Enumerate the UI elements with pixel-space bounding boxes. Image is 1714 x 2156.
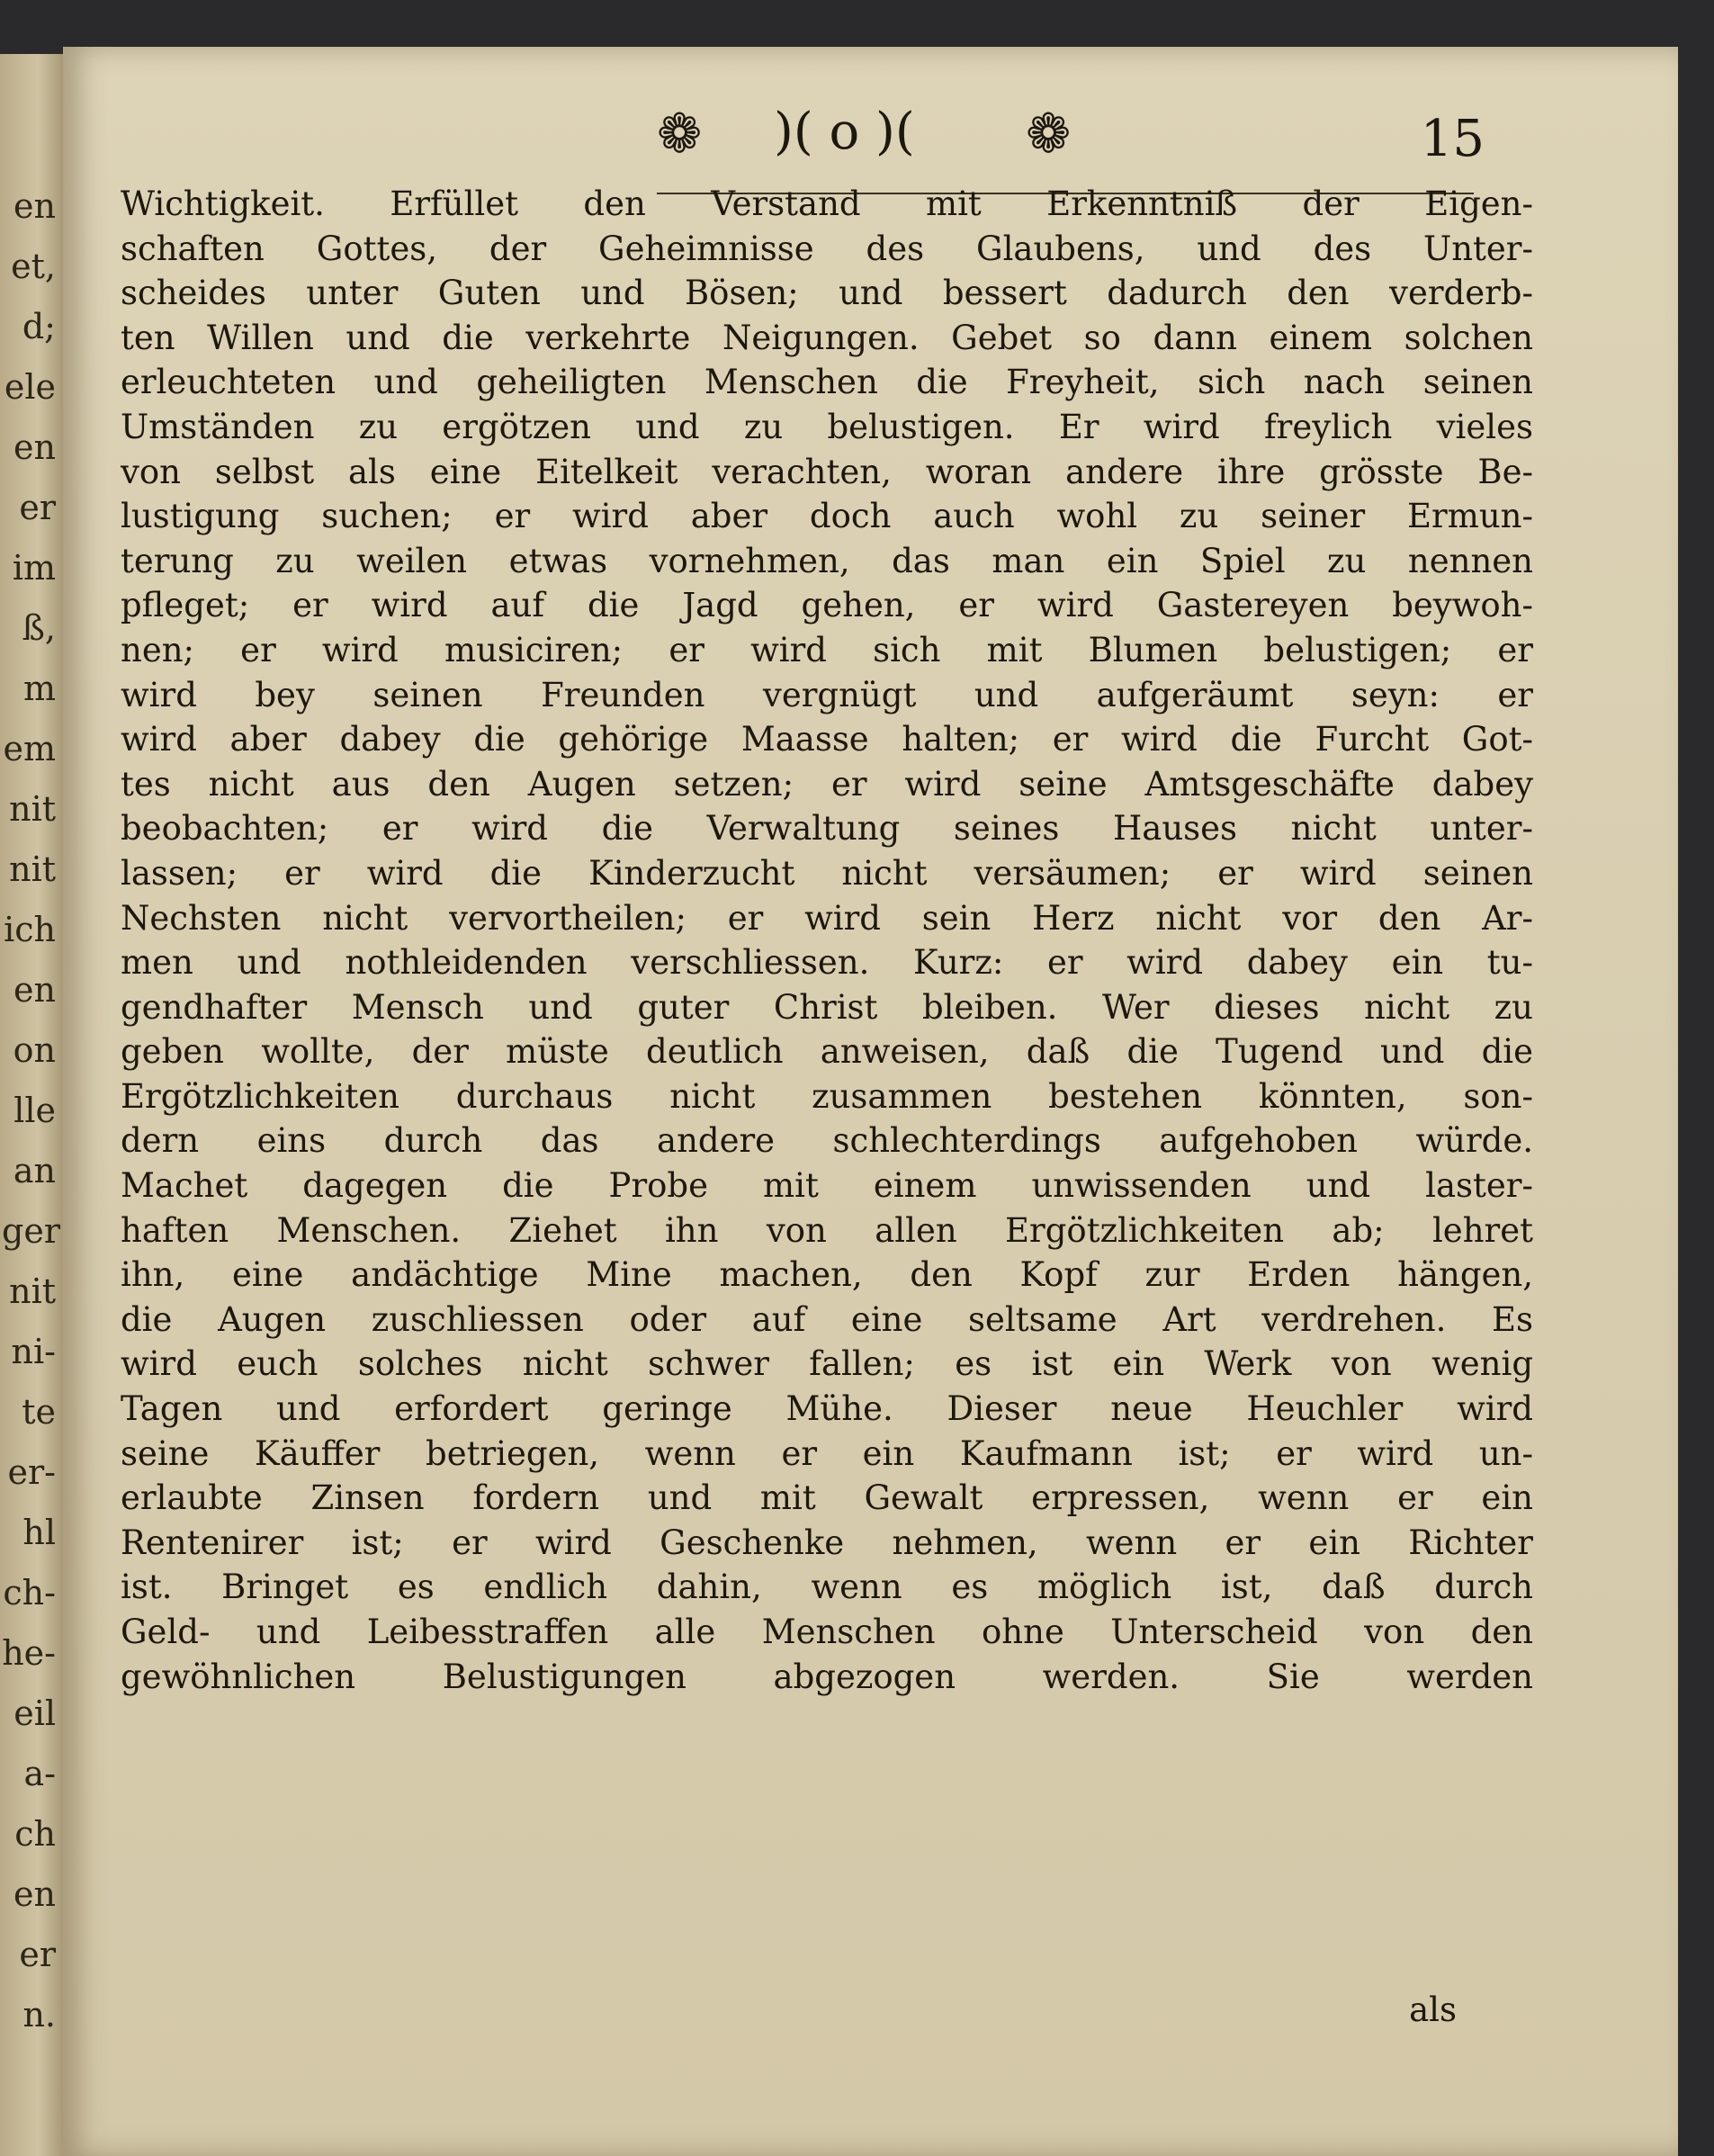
text-line: wird bey seinen Freunden vergnügt und aufgeräumt seyn: er <box>121 675 1533 714</box>
text-line: ist. Bringet es endlich dahin, wenn es möglich ist, daß durch <box>121 1568 1533 1607</box>
text-line: dern eins durch das andere schlechterdings aufgehoben würde. <box>121 1121 1533 1161</box>
text-line: terung zu weilen etwas vornehmen, das man ein Spiel zu nennen <box>121 541 1533 580</box>
text-line: wird euch solches nicht schwer fallen; es ist ein Werk von wenig <box>121 1344 1533 1384</box>
flower-ornament-icon: ❁ <box>657 103 703 166</box>
text-line: Umständen zu ergötzen und zu belustigen. Er wird freylich vieles <box>121 407 1533 446</box>
left-page-fragment: em <box>3 729 56 768</box>
text-line: Tagen und erfordert geringe Mühe. Dieser neue Heuchler wird <box>121 1389 1533 1429</box>
left-page-fragment: et, <box>11 247 56 286</box>
text-line: seine Käuffer betriegen, wenn er ein Kaufmann ist; er wird un- <box>121 1433 1533 1473</box>
left-page-fragment: n. <box>22 1995 56 2035</box>
page-header <box>603 103 1485 184</box>
text-line: pfleget; er wird auf die Jagd gehen, er wird Gastereyen beywoh- <box>121 586 1533 625</box>
left-page-fragment: ch <box>14 1814 56 1854</box>
book-page <box>63 47 1678 2156</box>
text-line: scheides unter Guten und Bösen; und bessert dadurch den verderb- <box>121 274 1533 313</box>
text-line: Nechsten nicht vervortheilen; er wird sein Herz nicht vor den Ar- <box>121 898 1533 938</box>
text-line: ihn, eine andächtige Mine machen, den Kopf zur Erden hängen, <box>121 1255 1533 1295</box>
text-line: Rentenirer ist; er wird Geschenke nehmen, wenn er ein Richter <box>121 1523 1533 1562</box>
catchword: als <box>1409 1990 1457 2029</box>
text-line: schaften Gottes, der Geheimnisse des Glaubens, und des Unter- <box>121 229 1533 268</box>
header-ornament: )( o )( <box>774 103 915 161</box>
left-page-fragment: a- <box>23 1754 56 1793</box>
left-page-fragment: en <box>13 186 56 226</box>
text-line: geben wollte, der müste deutlich anweisen, daß die Tugend und die <box>121 1032 1533 1072</box>
left-page-fragment: eil <box>13 1693 56 1733</box>
left-page-fragment: en <box>13 1874 56 1914</box>
left-page-fragment: ele <box>4 367 56 407</box>
text-line: von selbst als eine Eitelkeit verachten, woran andere ihre grösste Be- <box>121 452 1533 491</box>
flower-ornament-icon: ❁ <box>1026 103 1072 166</box>
text-line: Ergötzlichkeiten durchaus nicht zusammen bestehen könnten, son- <box>121 1076 1533 1116</box>
text-line: Machet dagegen die Probe mit einem unwissenden und laster- <box>121 1166 1533 1206</box>
text-line: gewöhnlichen Belustigungen abgezogen werden. Sie werden <box>121 1657 1533 1696</box>
left-page-fragment: en <box>13 970 56 1010</box>
left-page-fragment: ni- <box>11 1332 56 1371</box>
left-page-fragment: te <box>22 1392 56 1432</box>
text-line: beobachten; er wird die Verwaltung seines Hauses nicht unter- <box>121 809 1533 849</box>
left-page-fragment: ß, <box>22 608 56 648</box>
left-page-fragment: on <box>13 1030 56 1070</box>
left-page-fragment: er <box>19 488 56 527</box>
left-page-fragment: he- <box>2 1633 56 1673</box>
left-page-fragment: d; <box>22 307 56 346</box>
left-page-fragment: nit <box>9 1271 56 1311</box>
left-page-fragment: er- <box>7 1452 56 1492</box>
text-line: erleuchteten und geheiligten Menschen die Freyheit, sich nach seinen <box>121 363 1533 402</box>
text-line: haften Menschen. Ziehet ihn von allen Ergötzlichkeiten ab; lehret <box>121 1210 1533 1250</box>
text-line: erlaubte Zinsen fordern und mit Gewalt erpressen, wenn er ein <box>121 1478 1533 1518</box>
text-line: Geld- und Leibesstraffen alle Menschen ohne Unterscheid von den <box>121 1613 1533 1651</box>
left-page-fragment: an <box>13 1151 56 1190</box>
left-page-fragment: ich <box>4 910 56 949</box>
left-page-fragment: ger <box>2 1211 60 1251</box>
text-line: die Augen zuschliessen oder auf eine seltsame Art verdrehen. Es <box>121 1299 1533 1339</box>
text-line: Wichtigkeit. Erfüllet den Verstand mit Erkenntniß der Eigen- <box>121 184 1533 223</box>
left-page-fragment: en <box>13 427 56 467</box>
left-page-fragment: er <box>19 1935 56 1974</box>
body-text <box>121 182 1533 1699</box>
text-line: gendhafter Mensch und guter Christ bleiben. Wer dieses nicht zu <box>121 987 1533 1027</box>
text-line: tes nicht aus den Augen setzen; er wird seine Amtsgeschäfte dabey <box>121 764 1533 804</box>
left-page-fragment: nit <box>9 789 56 829</box>
left-page-fragment: nit <box>9 849 56 889</box>
text-line: lassen; er wird die Kinderzucht nicht versäumen; er wird seinen <box>121 853 1533 893</box>
left-page-fragment: lle <box>13 1091 56 1130</box>
text-line: lustigung suchen; er wird aber doch auch wohl zu seiner Ermun- <box>121 497 1533 536</box>
left-page-edge <box>0 54 63 2156</box>
left-page-fragment: hl <box>22 1513 56 1552</box>
left-page-fragment: im <box>12 548 56 588</box>
text-line: men und nothleidenden verschliessen. Kurz: er wird dabey ein tu- <box>121 943 1533 983</box>
text-line: nen; er wird musiciren; er wird sich mit Blumen belustigen; er <box>121 630 1533 669</box>
text-line: wird aber dabey die gehörige Maasse halten; er wird die Furcht Got- <box>121 720 1533 759</box>
left-page-fragment: m <box>22 669 56 708</box>
text-line: ten Willen und die verkehrte Neigungen. Gebet so dann einem solchen <box>121 318 1533 357</box>
left-page-fragment: ch- <box>3 1573 56 1613</box>
page-number: 15 <box>1420 110 1485 168</box>
